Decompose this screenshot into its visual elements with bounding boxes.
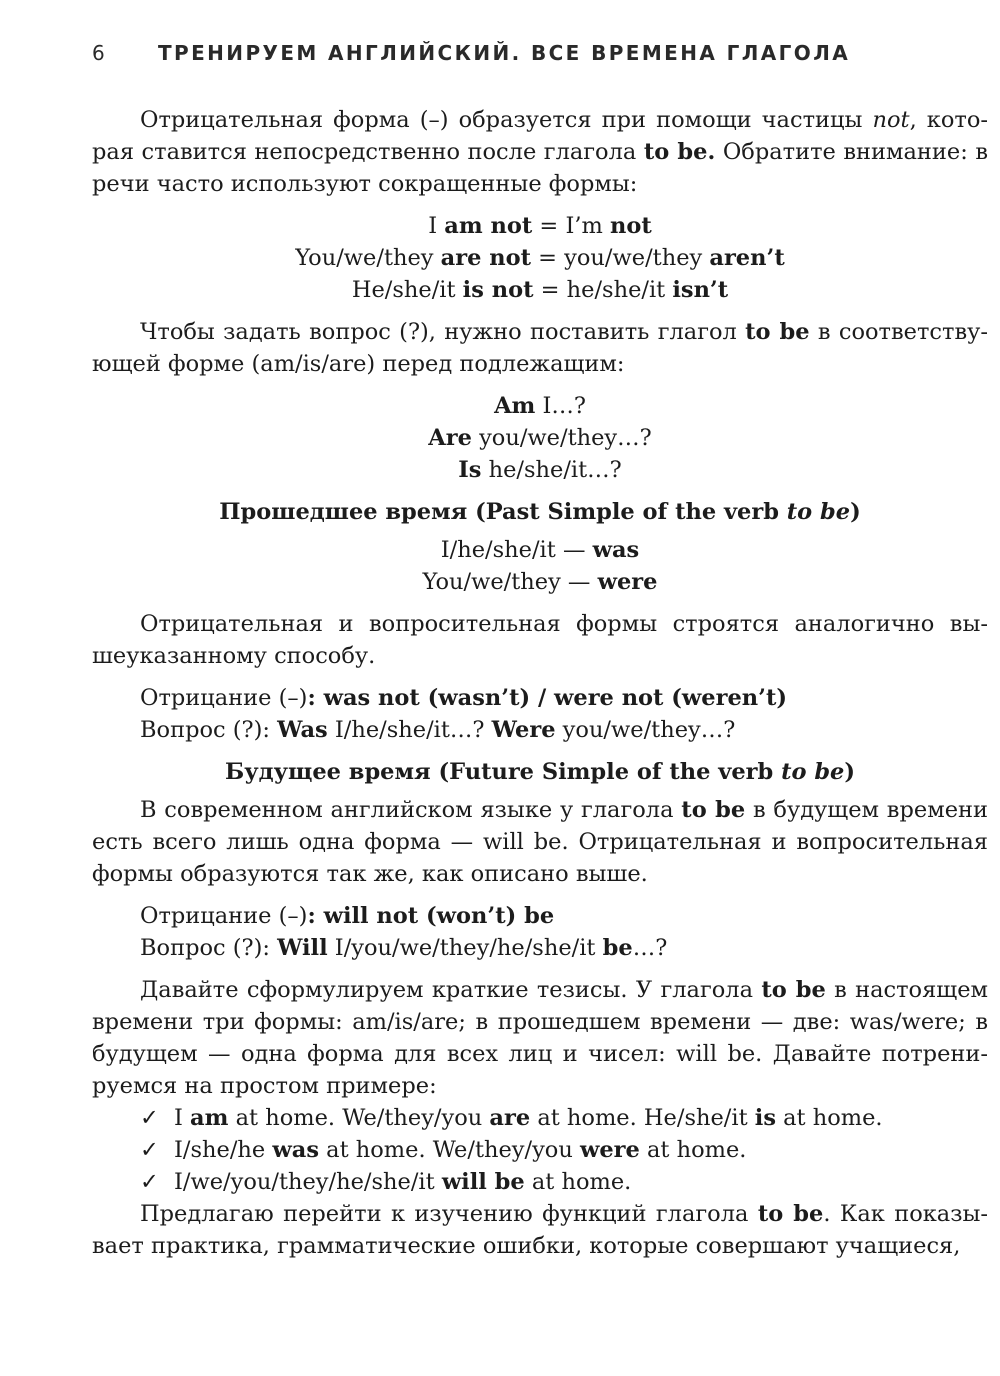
running-title: ТРЕНИРУЕМ АНГЛИЙСКИЙ. ВСЕ ВРЕМЕНА ГЛАГОЛА [158,41,851,65]
question-forms [92,390,988,486]
list-item: ✓ I/she/he was at home. We/they/you were at home. [92,1134,988,1166]
future-negative-question [92,900,988,964]
example-line: Are you/we/they…? [428,425,652,451]
example-line: Am I…? [494,393,586,419]
section-heading-past: Прошедшее время (Past Simple of the verb to be) [219,499,861,525]
example-line: He/she/it is not = he/she/it isn’t [351,277,729,303]
paragraph-question-form: Чтобы задать вопрос (?), нужно поставить глагол to be в соответству-ющей форме (am/is/are) перед подлежащим: [92,319,988,377]
checkmark-icon: ✓ [140,1105,159,1131]
list-item: ✓ I am at home. We/they/you are at home. He/she/it is at home. [92,1102,988,1134]
example-line: You/we/they — were [422,569,658,595]
list-item: ✓ I/we/you/they/he/she/it will be at home. [92,1166,988,1198]
future-negative: Отрицание (–): will not (won’t) be [140,903,555,929]
past-negative-question [92,682,988,746]
paragraph-functions: Предлагаю перейти к изучению функций глагола to be. Как показы-вает практика, грамматические ошибки, которые совершают учащиеся, [92,1201,989,1259]
future-question: Вопрос (?): Will I/you/we/they/he/she/it be…? [140,935,668,961]
example-line: Is he/she/it…? [458,457,622,483]
running-header [92,38,972,68]
past-question: Вопрос (?): Was I/he/she/it…? Were you/we/they…? [140,717,736,743]
negative-contractions [92,210,988,306]
example-line: I/he/she/it — was [440,537,640,563]
past-negative: Отрицание (–): was not (wasn’t) / were not (weren’t) [140,685,788,711]
page-body [92,104,988,1272]
paragraph-past-note: Отрицательная и вопросительная формы строятся аналогично вы-шеуказанному способу. [92,611,988,669]
example-line: I am not = I’m not [428,213,652,239]
paragraph-negative-form: Отрицательная форма (–) образуется при помощи частицы not, кото-рая ставится непосредственно после глагола to be. Обратите внимание: в речи часто используют сокращенные формы: [92,107,988,197]
checkmark-icon: ✓ [140,1137,159,1163]
past-forms [92,534,988,598]
section-heading-future: Будущее время (Future Simple of the verb to be) [224,759,856,785]
checklist [92,1102,988,1198]
checkmark-icon: ✓ [140,1169,159,1195]
page-number: 6 [92,41,107,65]
paragraph-summary: Давайте сформулируем краткие тезисы. У глагола to be в настоящем времени три формы: am/is/are; в прошедшем времени — две: was/were; в будущем — одна форма для всех лиц и чисел: will be. Давайте потрени-руемся на простом примере: [92,977,989,1099]
example-line: You/we/they are not = you/we/they aren’t [295,245,785,271]
paragraph-future: В современном английском языке у глагола to be в будущем времени есть всего лишь одна форма — will be. Отрицательная и вопросительная формы образуются так же, как описано выше. [92,797,988,887]
